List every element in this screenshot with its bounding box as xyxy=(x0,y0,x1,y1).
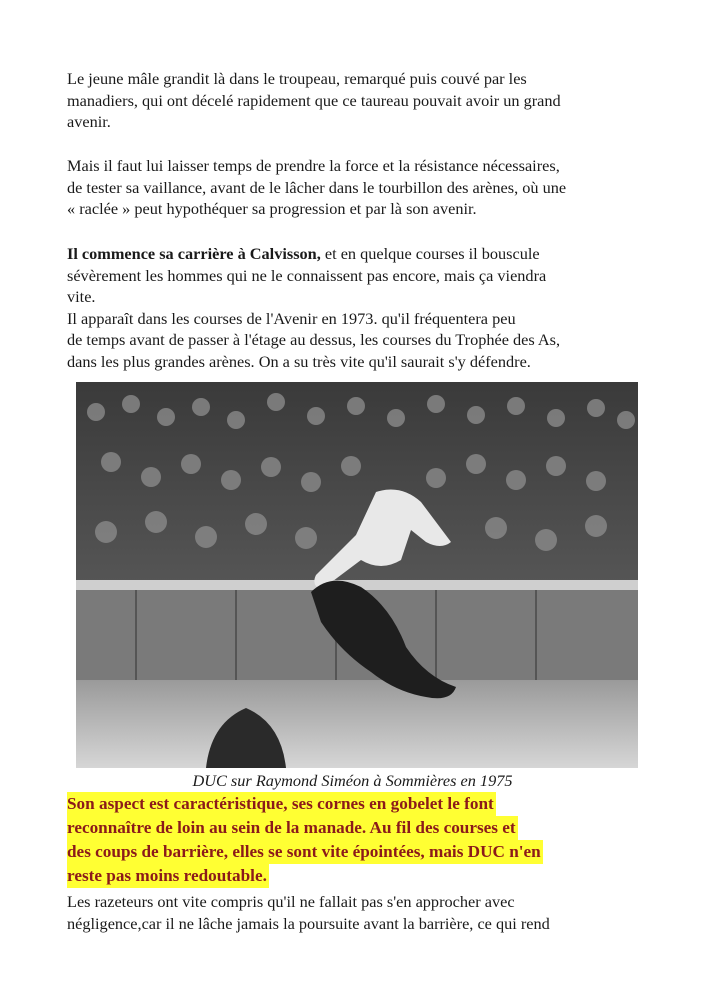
highlighted-paragraph xyxy=(67,792,687,888)
highlighted-line: reconnaître de loin au sein de la manade. Au fil des courses et xyxy=(67,816,518,840)
text-line xyxy=(67,243,667,265)
bold-lead: Il commence sa carrière à Calvisson, xyxy=(67,244,321,263)
paragraph-career xyxy=(67,243,667,372)
text-line: dans les plus grandes arènes. On a su très vite qu'il saurait s'y défendre. xyxy=(67,351,531,371)
text-line: « raclée » peut hypothéquer sa progression et par là son avenir. xyxy=(67,199,477,218)
text-line: avenir. xyxy=(67,112,111,131)
text-line: sévèrement les hommes qui ne le connaissent pas encore, mais ça viendra xyxy=(67,265,547,285)
text-line: manadiers, qui ont décelé rapidement que ce taureau pouvait avoir un grand xyxy=(67,90,561,110)
paragraph-intro xyxy=(67,68,667,133)
text-line: Mais il faut lui laisser temps de prendre la force et la résistance nécessaires, xyxy=(67,156,560,175)
paragraph-training xyxy=(67,155,667,220)
text-line: vite. xyxy=(67,287,96,306)
text-run: et en quelque courses il bouscule xyxy=(320,244,540,263)
text-line: Le jeune mâle grandit là dans le troupeau, remarqué puis couvé par les xyxy=(67,69,527,88)
highlighted-line: reste pas moins redoutable. xyxy=(67,864,269,888)
text-line: Les razeteurs ont vite compris qu'il ne fallait pas s'en approcher avec xyxy=(67,892,515,911)
highlighted-line: des coups de barrière, elles se sont vite épointées, mais DUC n'en xyxy=(67,840,543,864)
bullfight-photo xyxy=(76,382,638,768)
paragraph-razeteurs xyxy=(67,891,667,934)
text-line: de tester sa vaillance, avant de le lâcher dans le tourbillon des arènes, où une xyxy=(67,177,567,197)
arena-sand xyxy=(76,680,638,768)
text-line: Il apparaît dans les courses de l'Avenir en 1973. qu'il fréquentera peu xyxy=(67,308,516,328)
photo-illustration xyxy=(76,382,638,768)
highlighted-line: Son aspect est caractéristique, ses cornes en gobelet le font xyxy=(67,792,496,816)
text-line: de temps avant de passer à l'étage au dessus, les courses du Trophée des As, xyxy=(67,330,561,349)
text-line: négligence,car il ne lâche jamais la poursuite avant la barrière, ce qui rend xyxy=(67,913,550,933)
photo-caption: DUC sur Raymond Siméon à Sommières en 1975 xyxy=(192,771,513,790)
